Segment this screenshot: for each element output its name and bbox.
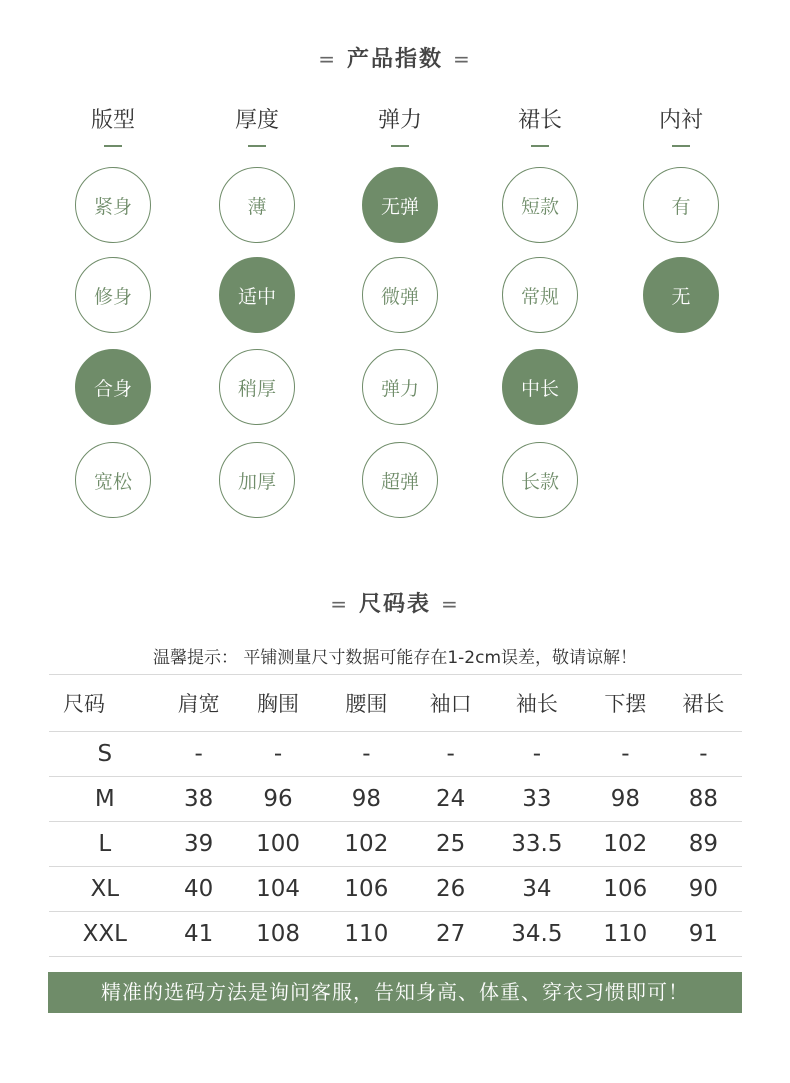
table-cell: - — [319, 732, 413, 777]
index-column-header: 弹力 — [377, 108, 422, 133]
table-cell: 41 — [161, 912, 237, 957]
index-option-selected: 无 — [643, 257, 719, 333]
header-underline — [248, 145, 266, 147]
table-header-cell: 尺码 — [49, 675, 161, 732]
table-cell: 96 — [237, 777, 320, 822]
index-column — [345, 105, 455, 147]
title-deco-left: = — [330, 592, 349, 616]
table-cell: 26 — [413, 867, 487, 912]
product-index-title — [0, 42, 790, 73]
title-deco-right: = — [453, 47, 472, 71]
index-option-selected: 无弹 — [362, 167, 438, 243]
table-cell: 106 — [586, 867, 665, 912]
index-option-selected: 适中 — [219, 257, 295, 333]
title-deco-left: = — [318, 47, 337, 71]
index-option: 长款 — [502, 442, 578, 518]
title-deco-right: = — [441, 592, 460, 616]
table-cell: 104 — [237, 867, 320, 912]
table-cell: 102 — [319, 822, 413, 867]
table-header-cell: 袖长 — [488, 675, 586, 732]
index-column-header: 内衬 — [658, 108, 703, 133]
header-underline — [672, 145, 690, 147]
index-column-header: 裙长 — [517, 108, 562, 133]
table-cell: 33 — [488, 777, 586, 822]
index-option: 稍厚 — [219, 349, 295, 425]
table-cell: 89 — [665, 822, 742, 867]
header-underline — [531, 145, 549, 147]
index-column — [58, 105, 168, 147]
index-column — [626, 105, 736, 147]
table-cell: 25 — [413, 822, 487, 867]
index-column-header: 版型 — [90, 108, 135, 133]
table-header-cell: 袖口 — [413, 675, 487, 732]
table-cell: - — [586, 732, 665, 777]
table-cell: 91 — [665, 912, 742, 957]
size-label-cell: L — [49, 822, 161, 867]
table-cell: - — [413, 732, 487, 777]
table-row — [49, 912, 742, 957]
table-cell: 106 — [319, 867, 413, 912]
table-cell: 24 — [413, 777, 487, 822]
size-label-cell: XXL — [49, 912, 161, 957]
table-cell: 33.5 — [488, 822, 586, 867]
size-label-cell: S — [49, 732, 161, 777]
measurement-tip: 温馨提示： 平铺测量尺寸数据可能存在1-2cm误差，敬请谅解！ — [152, 648, 638, 668]
table-cell: - — [161, 732, 237, 777]
index-option: 加厚 — [219, 442, 295, 518]
table-header-cell: 胸围 — [237, 675, 320, 732]
table-cell: 34 — [488, 867, 586, 912]
table-cell: 102 — [586, 822, 665, 867]
size-table — [49, 674, 742, 957]
table-cell: 100 — [237, 822, 320, 867]
table-row — [49, 777, 742, 822]
table-cell: - — [488, 732, 586, 777]
table-row — [49, 822, 742, 867]
table-cell: 98 — [586, 777, 665, 822]
index-option: 微弹 — [362, 257, 438, 333]
table-cell: 110 — [586, 912, 665, 957]
index-option-selected: 合身 — [75, 349, 151, 425]
index-column — [485, 105, 595, 147]
table-cell: 34.5 — [488, 912, 586, 957]
table-cell: 98 — [319, 777, 413, 822]
table-row — [49, 732, 742, 777]
size-label-cell: XL — [49, 867, 161, 912]
table-row — [49, 867, 742, 912]
index-option: 薄 — [219, 167, 295, 243]
index-option: 宽松 — [75, 442, 151, 518]
table-cell: - — [665, 732, 742, 777]
table-cell: - — [237, 732, 320, 777]
index-column — [202, 105, 312, 147]
table-header-cell: 下摆 — [586, 675, 665, 732]
table-cell: 27 — [413, 912, 487, 957]
product-index-grid — [0, 105, 790, 535]
size-label-cell: M — [49, 777, 161, 822]
index-option: 有 — [643, 167, 719, 243]
table-cell: 88 — [665, 777, 742, 822]
table-header-cell: 肩宽 — [161, 675, 237, 732]
table-cell: 108 — [237, 912, 320, 957]
table-header-cell: 裙长 — [665, 675, 742, 732]
table-cell: 38 — [161, 777, 237, 822]
index-option: 修身 — [75, 257, 151, 333]
index-option: 短款 — [502, 167, 578, 243]
table-cell: 40 — [161, 867, 237, 912]
index-option: 紧身 — [75, 167, 151, 243]
table-cell: 90 — [665, 867, 742, 912]
product-index-title-text: 产品指数 — [346, 47, 443, 72]
index-option: 超弹 — [362, 442, 438, 518]
size-chart-title — [0, 587, 790, 618]
size-chart-title-text: 尺码表 — [358, 592, 431, 617]
table-cell: 39 — [161, 822, 237, 867]
table-header-row — [49, 675, 742, 732]
index-option: 弹力 — [362, 349, 438, 425]
table-header-cell: 腰围 — [319, 675, 413, 732]
table-cell: 110 — [319, 912, 413, 957]
index-column-header: 厚度 — [234, 108, 279, 133]
index-option-selected: 中长 — [502, 349, 578, 425]
advice-banner: 精准的选码方法是询问客服，告知身高、体重、穿衣习惯即可！ — [48, 972, 742, 1013]
header-underline — [391, 145, 409, 147]
index-option: 常规 — [502, 257, 578, 333]
header-underline — [104, 145, 122, 147]
